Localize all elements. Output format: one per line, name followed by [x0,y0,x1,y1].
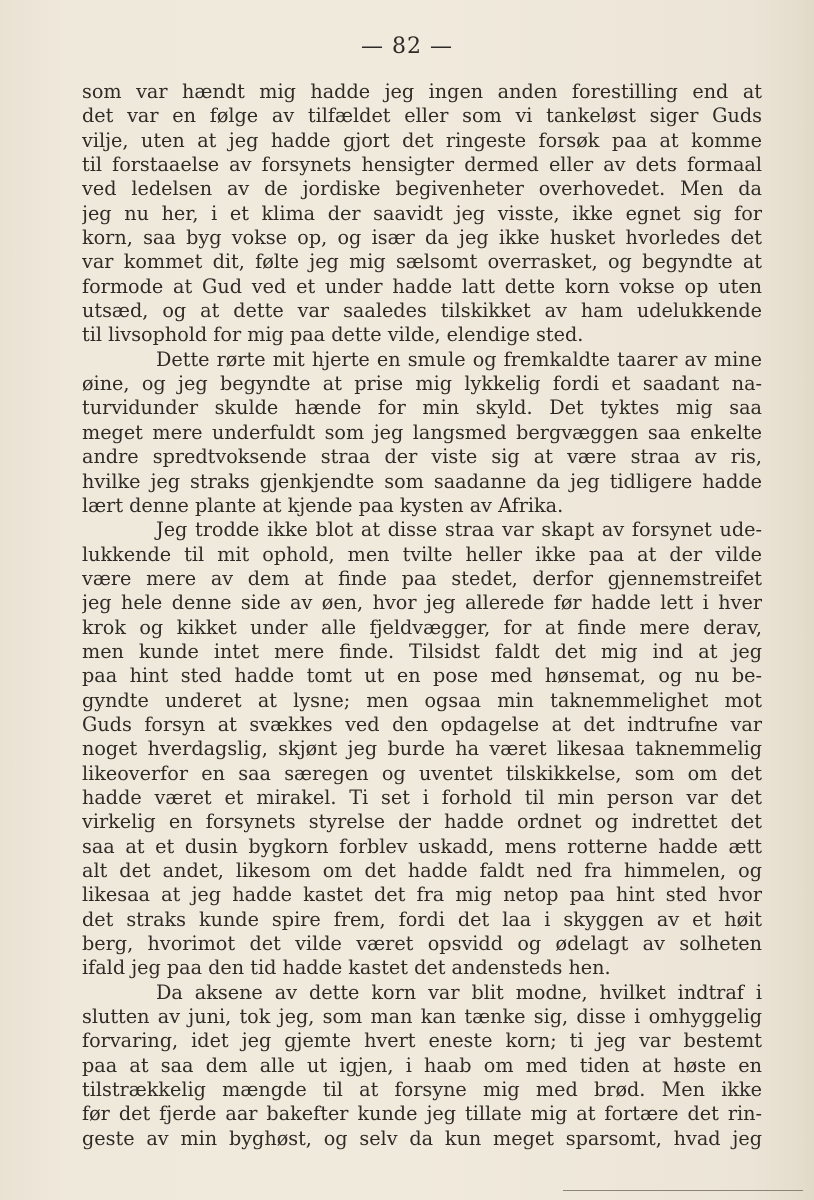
text-line: Guds forsyn at svækkes ved den opdagelse at det indtrufne var [82,712,762,736]
text-line: jeg nu her, i et klima der saavidt jeg visste, ikke egnet sig for [82,201,762,225]
text-line: være mere av dem at finde paa stedet, derfor gjennemstreifet [82,566,762,590]
text-line: øine, og jeg begyndte at prise mig lykkelig fordi et saadant na- [82,372,762,396]
text-line: meget mere underfuldt som jeg langsmed bergvæggen saa enkelte [82,420,762,444]
text-line: andre spredtvoksende straa der viste sig at være straa av ris, [82,445,762,469]
text-line: før det fjerde aar bakefter kunde jeg tillate mig at fortære det rin- [82,1102,762,1126]
text-line: lukkende til mit ophold, men tvilte heller ikke paa at der vilde [82,542,762,566]
text-line: virkelig en forsynets styrelse der hadde ordnet og indrettet det [82,810,762,834]
text-line: gyndte underet at lysne; men ogsaa min taknemmelighet mot [82,688,762,712]
text-line: var kommet dit, følte jeg mig sælsomt overrasket, og begyndte at [82,250,762,274]
text-line: til forstaaelse av forsynets hensigter dermed eller av dets formaal [82,153,762,177]
body-text [82,80,762,1151]
text-line: forvaring, idet jeg gjemte hvert eneste korn; ti jeg var bestemt [82,1029,762,1053]
text-line: berg, hvorimot det vilde været opsvidd og ødelagt av solheten [82,932,762,956]
text-line: saa at et dusin bygkorn forblev uskadd, mens rotterne hadde ætt [82,834,762,858]
text-line: formode at Gud ved et under hadde latt dette korn vokse op uten [82,274,762,298]
text-line: hvilke jeg straks gjenkjendte som saadanne da jeg tidligere hadde [82,469,762,493]
text-line: alt det andet, likesom om det hadde faldt ned fra himmelen, og [82,859,762,882]
text-line: tilstrækkelig mængde til at forsyne mig med brød. Men ikke [82,1078,762,1102]
text-line: som var hændt mig hadde jeg ingen anden forestilling end at [82,80,762,103]
page-number: — 82 — [361,34,453,59]
text-line: Dette rørte mit hjerte en smule og fremkaldte taarer av mine [156,347,762,371]
text-line: turvidunder skulde hænde for min skyld. Det tyktes mig saa [82,396,762,420]
text-line: lært denne plante at kjende paa kysten av Afrika. [82,493,564,517]
text-line: jeg hele denne side av øen, hvor jeg allerede før hadde lett i hver [82,591,762,615]
text-line: hadde været et mirakel. Ti set i forhold til min person var det [82,785,762,809]
text-line: til livsophold for mig paa dette vilde, elendige sted. [82,323,584,347]
text-line: Jeg trodde ikke blot at disse straa var skapt av forsynet ude- [156,518,762,542]
text-line: det straks kunde spire frem, fordi det laa i skyggen av et høit [82,907,762,931]
text-line: Da aksene av dette korn var blit modne, hvilket indtraf i [156,980,762,1004]
text-line: men kunde intet mere finde. Tilsidst faldt det mig ind at jeg [82,639,762,663]
text-line: likeoverfor en saa særegen og uventet tilskikkelse, som om det [82,761,762,785]
text-line: ifald jeg paa den tid hadde kastet det andensteds hen. [82,956,611,980]
text-line: geste av min byghøst, og selv da kun meget sparsomt, hvad jeg [82,1126,762,1150]
text-line: korn, saa byg vokse op, og især da jeg ikke husket hvorledes det [82,226,762,250]
text-line: det var en følge av tilfældet eller som vi tankeløst siger Guds [82,104,762,128]
text-line: paa at saa dem alle ut igjen, i haab om med tiden at høste en [82,1053,762,1077]
footer-rule [563,1190,803,1191]
text-line: paa hint sted hadde tomt ut en pose med hønsemat, og nu be- [82,664,762,688]
text-line: utsæd, og at dette var saaledes tilskikket av ham udelukkende [82,299,762,323]
text-line: ved ledelsen av de jordiske begivenheter overhovedet. Men da [82,177,762,201]
text-line: noget hverdagslig, skjønt jeg burde ha været likesaa taknemmelig [82,737,762,761]
text-line: vilje, uten at jeg hadde gjort det ringeste forsøk paa at komme [82,128,762,152]
text-line: krok og kikket under alle fjeldvægger, for at finde mere derav, [82,615,762,639]
text-line: slutten av juni, tok jeg, som man kan tænke sig, disse i omhyggelig [82,1005,762,1029]
text-line: likesaa at jeg hadde kastet det fra mig netop paa hint sted hvor [82,883,762,907]
